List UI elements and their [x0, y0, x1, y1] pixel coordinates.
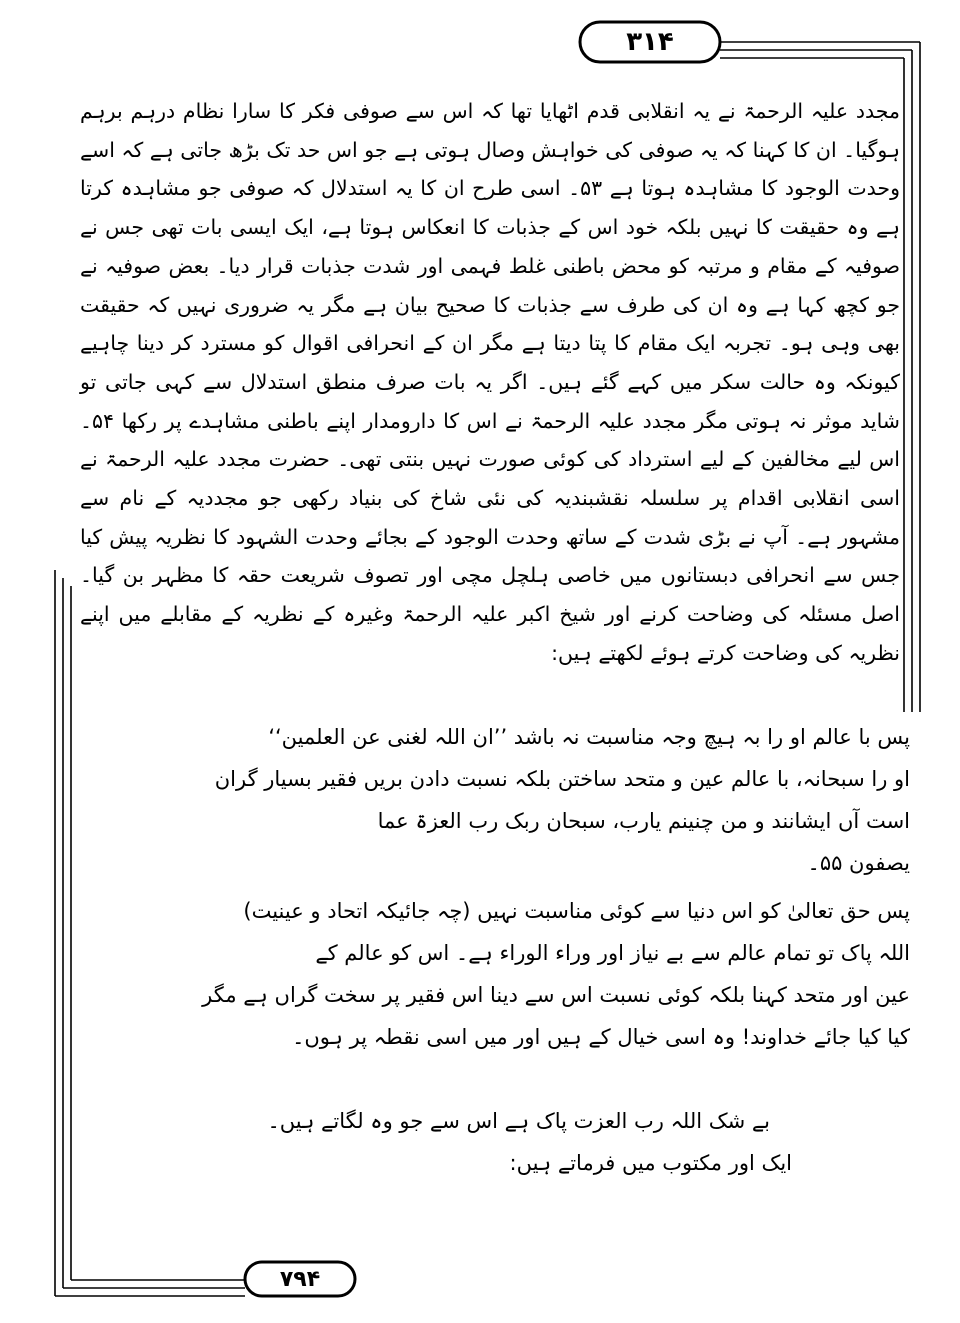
persian-quote-line: او را سبحانہ، با عالم عین و متحد ساختن بلکہ نسبت دادن بریں فقیر بسیار گران [214, 767, 910, 791]
persian-quote-line: پس با عالم او را بہ ہیچ وجہ مناسبت نہ باشد ’’ان اللہ لغنی عن العلمین‘‘ [268, 725, 910, 749]
urdu-translation-line: پس حق تعالیٰ کو اس دنیا سے کوئی مناسبت نہیں (چہ جائیکہ اتحاد و عینیت) [243, 899, 910, 923]
footer-page-number: ۷۹۴ [279, 1266, 321, 1292]
header-page-number: ۳۱۴ [626, 27, 674, 57]
main-paragraph-block [80, 92, 900, 673]
body-paragraph: مجدد علیہ الرحمۃ نے یہ انقلابی قدم اٹھایا تھا کہ اس سے صوفی فکر کا سارا نظام درہم برہم ہوگیا۔ ان کا کہنا کہ یہ صوفی کی خواہش وصال ہوتی ہے جو اس حد تک بڑھ جاتی ہے کہ اسے وحدت الوجود کا مشاہدہ ہوتا ہے ۵۳۔ اسی طرح ان کا یہ استدلال کہ صوفی جو مشاہدہ کرتا ہے وہ حقیقت کا نہیں بلکہ خود اس کے جذبات کا انعکاس ہوتا ہے، ایک ایسی بات تھی جس نے صوفیہ کے مقام و مرتبہ کو محض باطنی غلط فہمی اور شدت جذبات قرار دیا۔ بعض صوفیہ نے جو کچھ کہا ہے وہ ان کی طرف سے جذبات کا صحیح بیان ہے مگر یہ ضروری نہیں کہ حقیقت بھی وہی ہو۔ تجربہ ایک مقام کا پتا دیتا ہے مگر ان کے انحرافی اقوال کو مسترد کر دینا چاہیے کیونکہ وہ حالت سکر میں کہے گئے ہیں۔ اگر یہ بات صرف منطق استدلال سے کہی جاتی تو شاید موثر نہ ہوتی مگر مجدد علیہ الرحمۃ نے اس کا دارومدار اپنے باطنی مشاہدے پر رکھا ۵۴۔ اس لیے مخالفین کے لیے استرداد کی کوئی صورت نہیں بنتی تھی۔ حضرت مجدد علیہ الرحمۃ نے اسی انقلابی اقدام پر سلسلہ نقشبندیہ کی نئی شاخ کی بنیاد رکھی جو مجددیہ کے نام سے مشہور ہے۔ آپ نے بڑی شدت کے ساتھ وحدت الوجود کے بجائے وحدت الشہود کا نظریہ پیش کیا جس سے انحرافی دبستانوں میں خاصی ہلچل مچی اور تصوف شریعت حقہ کا مظہر بن گیا۔ اصل مسئلہ کی وضاحت کرنے اور شیخ اکبر علیہ الرحمۃ وغیرہ کے نظریہ کے مقابلے میں اپنے نظریہ کی وضاحت کرتے ہوئے لکھتے ہیں: [80, 99, 900, 665]
urdu-translation-line: عین اور متحد کہنا بلکہ کوئی نسبت اس سے دینا اس فقیر پر سخت گراں ہے مگر [202, 983, 910, 1007]
closing-line: بے شک اللہ رب العزت پاک ہے اس سے جو وہ لگاتے ہیں۔ [267, 1109, 770, 1133]
persian-quote-line: یصفون ۵۵۔ [807, 851, 910, 875]
quotation-block [202, 716, 910, 1058]
urdu-translation-line: کیا کیا جائے خداوند! وہ اسی خیال کے ہیں اور میں اسی نقطہ پر ہوں۔ [292, 1025, 910, 1049]
urdu-translation-line: اللہ پاک تو تمام عالم سے بے نیاز اور وراء الوراء ہے۔ اس کو عالم کے [315, 941, 910, 965]
persian-quote-line: است آں ایشانند و من چنینم یارب، سبحان ربک رب العزۃ عما [377, 809, 910, 833]
closing-line: ایک اور مکتوب میں فرماتے ہیں: [509, 1151, 792, 1175]
closing-block [80, 1100, 792, 1184]
